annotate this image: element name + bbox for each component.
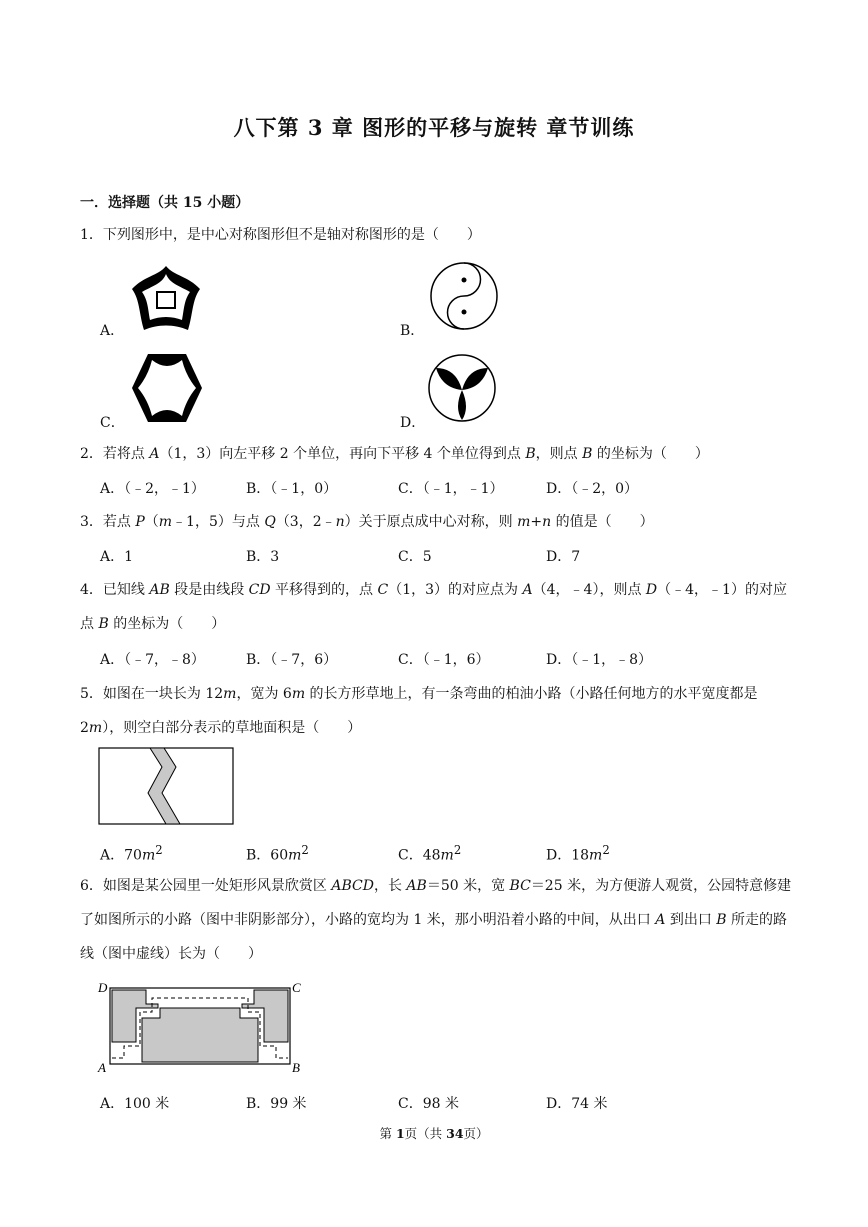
q2-option-b[interactable]: B．（﹣1，0） [246, 481, 338, 497]
q5-option-c[interactable]: C．$48m^2$ [398, 843, 462, 864]
footer-page-number: 1 [395, 1126, 405, 1141]
q6-option-a[interactable]: A．100 米 [100, 1096, 170, 1112]
q1-option-c[interactable]: C． [100, 415, 125, 431]
q4-option-a[interactable]: A．（﹣7，﹣8） [100, 652, 205, 668]
q6-option-b[interactable]: B．99 米 [246, 1096, 307, 1112]
footer-suffix: 页） [463, 1126, 489, 1141]
page-footer [0, 1124, 868, 1142]
q1-option-b[interactable]: B． [400, 323, 425, 339]
footer-prefix: 第 [379, 1126, 396, 1141]
q1-option-a[interactable]: A． [100, 323, 125, 339]
q2-option-a[interactable]: A．（﹣2，﹣1） [100, 481, 205, 497]
q5-option-b[interactable]: B．$60m^2$ [246, 843, 309, 864]
q5-option-a[interactable]: A．$70m^2$ [100, 843, 163, 864]
q6-label-b: B [292, 1060, 300, 1075]
q3-option-b[interactable]: B．3 [246, 549, 280, 565]
question-2-stem: 2．若将点 A（1，3）向左平移 2 个单位，再向下平移 4 个单位得到点 B，则点 B 的坐标为（ ） [80, 446, 709, 462]
question-1-stem: 1．下列图形中，是中心对称图形但不是轴对称图形的是（ ） [80, 227, 481, 243]
q1-figure-taiji [428, 260, 500, 332]
page-title: 八下第 3 章 图形的平移与旋转 章节训练 [233, 115, 635, 140]
q1-figure-pentagon [128, 262, 204, 334]
section-heading: 一．选择题（共 15 小题） [80, 195, 250, 211]
q2-option-d[interactable]: D．（﹣2，0） [546, 481, 639, 497]
q6-figure-park [96, 978, 306, 1076]
question-4-stem: 4．已知线 AB 段是由线段 CD 平移得到的，点 C（1，3）的对应点为 A（4，﹣4），则点 D（﹣4，﹣1）的对应点 B 的坐标为（ ） [80, 582, 787, 632]
q6-label-d: D [98, 980, 108, 995]
footer-total-pages: 34 [446, 1126, 464, 1141]
q6-option-c[interactable]: C．98 米 [398, 1096, 459, 1112]
q4-option-b[interactable]: B．（﹣7，6） [246, 652, 338, 668]
q5-figure-lawn-path [98, 747, 234, 825]
q1-figure-trefoil [426, 352, 498, 424]
q2-option-c[interactable]: C．（﹣1，﹣1） [398, 481, 504, 497]
q1-option-d[interactable]: D． [400, 415, 426, 431]
q5-option-d[interactable]: D．$18m^2$ [546, 843, 610, 864]
q6-option-d[interactable]: D．74 米 [546, 1096, 608, 1112]
q3-option-a[interactable]: A．1 [100, 549, 134, 565]
q4-option-d[interactable]: D．（﹣1，﹣8） [546, 652, 653, 668]
q3-option-d[interactable]: D．7 [546, 549, 581, 565]
q4-option-c[interactable]: C．（﹣1，6） [398, 652, 490, 668]
question-3-stem: 3．若点 P（m﹣1，5）与点 Q（3，2﹣n）关于原点成中心对称，则 m+n 的值是（ ） [80, 514, 654, 530]
question-6-stem: 6．如图是某公园里一处矩形风景欣赏区 ABCD，长 AB＝50 米，宽 BC＝25 米，为方便游人观赏，公园特意修建了如图所示的小路（图中非阴影部分），小路的宽均为 1 米，那小明沿着小路的中间，从出口 A 到出口 B 所走的路线（图中虚线）长为（ ） [80, 878, 792, 962]
footer-middle: 页（共 [404, 1126, 447, 1141]
q6-label-a: A [98, 1060, 106, 1075]
q1-figure-hexagon [130, 350, 204, 426]
q6-label-c: C [292, 980, 301, 995]
q3-option-c[interactable]: C．5 [398, 549, 432, 565]
question-5-stem: 5．如图在一块长为 12m，宽为 6m 的长方形草地上，有一条弯曲的柏油小路（小路任何地方的水平宽度都是 2m），则空白部分表示的草地面积是（ ） [80, 686, 758, 736]
